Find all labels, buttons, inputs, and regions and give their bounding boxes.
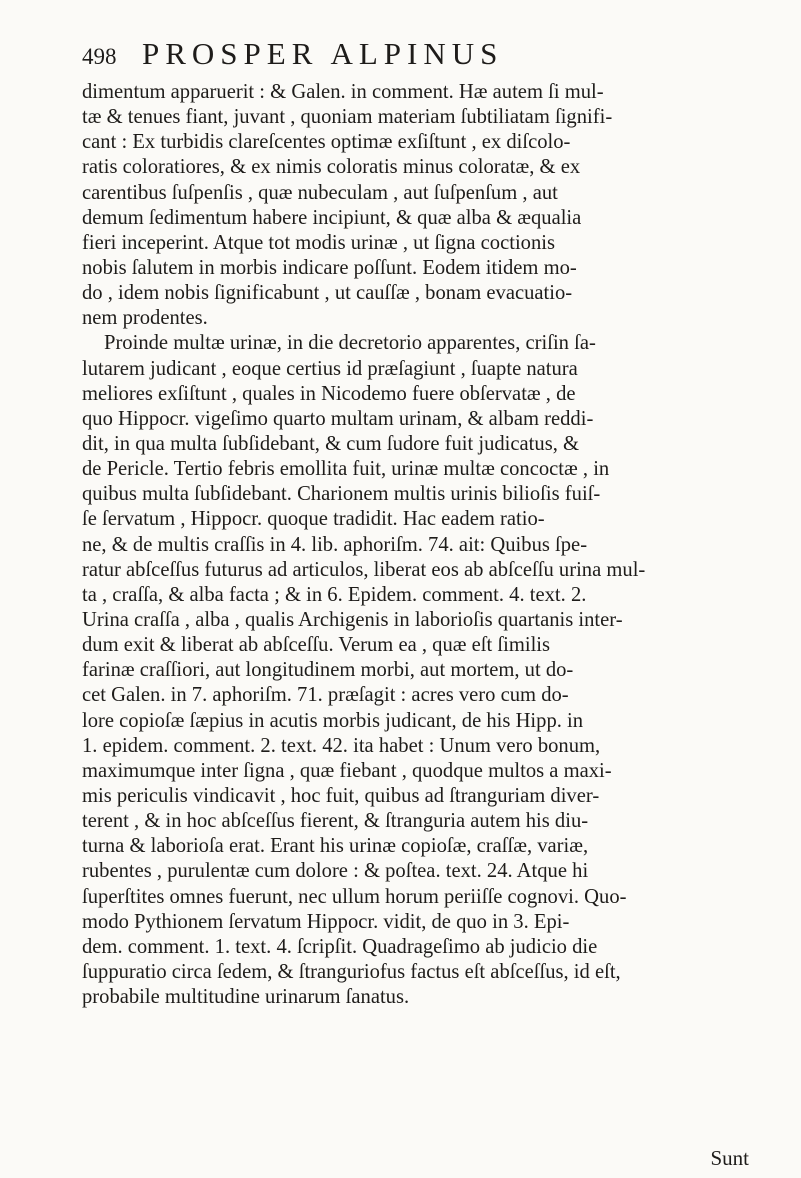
text-line: fieri inceperint. Atque tot modis urinæ , ut ſigna coctionis — [82, 231, 556, 254]
text-line: farinæ craſſiori, aut longitudinem morbi, aut mortem, ut do- — [82, 659, 574, 682]
text-line: 1. epidem. comment. 2. text. 42. ita habet : Unum vero bonum, — [82, 734, 601, 757]
text-line: modo Pythionem ſervatum Hippocr. vidit, de quo in 3. Epi- — [82, 910, 570, 933]
text-line: cant : Ex turbidis clareſcentes optimæ exſiſtunt , ex diſcolo- — [82, 131, 571, 154]
text-line: lutarem judicant , eoque certius id præſagiunt , ſuapte natura — [82, 357, 578, 380]
text-line: turna & laborioſa erat. Erant his urinæ copioſæ, craſſæ, variæ, — [82, 835, 589, 858]
text-line: Urina craſſa , alba , qualis Archigenis in laborioſis quartanis inter- — [82, 608, 623, 631]
text-line: ne, & de multis craſſis in 4. lib. aphoriſm. 74. ait: Quibus ſpe- — [82, 533, 588, 556]
text-line: lore copioſæ ſæpius in acutis morbis judicant, de his Hipp. in — [82, 709, 584, 732]
text-line: ſuperſtites omnes fuerunt, nec ullum horum periiſſe cognovi. Quo- — [82, 885, 627, 908]
text-line: mis periculis vindicavit , hoc fuit, quibus ad ſtranguriam diver- — [82, 784, 600, 807]
running-head: PROSPER ALPINUS — [142, 36, 504, 71]
text-line: terent , & in hoc abſceſſus fierent, & ſtranguria autem his diu- — [82, 810, 589, 833]
text-line: nobis ſalutem in morbis indicare poſſunt. Eodem itidem mo- — [82, 256, 577, 279]
text-body — [82, 80, 747, 1010]
text-line: tæ & tenues fiant, juvant , quoniam materiam ſubtiliatam ſignifi- — [82, 106, 613, 129]
text-line: dum exit & liberat ab abſceſſu. Verum ea , quæ eſt ſimilis — [82, 634, 551, 657]
text-line: maximumque inter ſigna , quæ fiebant , quodque multos a maxi- — [82, 759, 612, 782]
text-line: ratis coloratiores, & ex nimis coloratis minus coloratæ, & ex — [82, 156, 581, 179]
page-header — [82, 36, 742, 76]
text-line: cet Galen. in 7. aphoriſm. 71. præſagit : acres vero cum do- — [82, 684, 569, 707]
text-line: do , idem nobis ſignificabunt , ut cauſſæ , bonam evacuatio- — [82, 282, 573, 305]
text-line: quibus multa ſubſidebant. Charionem multis urinis bilioſis fuiſ- — [82, 483, 601, 506]
text-line: meliores exſiſtunt , quales in Nicodemo fuere obſervatæ , de — [82, 382, 576, 405]
text-line: ratur abſceſſus futurus ad articulos, liberat eos ab abſceſſu urina mul- — [82, 558, 646, 581]
catchword: Sunt — [710, 1146, 749, 1170]
page-number: 498 — [82, 44, 117, 69]
text-line: rubentes , purulentæ cum dolore : & poſtea. text. 24. Atque hi — [82, 860, 589, 883]
text-line: ta , craſſa, & alba facta ; & in 6. Epidem. comment. 4. text. 2. — [82, 583, 587, 606]
text-line: carentibus ſuſpenſis , quæ nubeculam , aut ſuſpenſum , aut — [82, 181, 558, 204]
text-line: quo Hippocr. vigeſimo quarto multam urinam, & albam reddi- — [82, 407, 594, 430]
text-line: dem. comment. 1. text. 4. ſcripſit. Quadrageſimo ab judicio die — [82, 935, 598, 958]
text-line: dit, in qua multa ſubſidebant, & cum ſudore fuit judicatus, & — [82, 432, 580, 455]
text-line: ſuppuratio circa ſedem, & ſtranguriofus factus eſt abſceſſus, id eſt, — [82, 960, 621, 983]
text-line: demum ſedimentum habere incipiunt, & quæ alba & æqualia — [82, 206, 582, 229]
text-line: Proinde multæ urinæ, in die decretorio apparentes, criſin ſa- — [104, 332, 596, 355]
text-line: ſe ſervatum , Hippocr. quoque tradidit. Hac eadem ratio- — [82, 508, 545, 531]
text-line: dimentum apparuerit : & Galen. in comment. Hæ autem ſi mul- — [82, 81, 604, 103]
text-line: de Pericle. Tertio febris emollita fuit, urinæ multæ concoctæ , in — [82, 458, 610, 481]
text-line: nem prodentes. — [82, 307, 208, 330]
text-line: probabile multitudine urinarum ſanatus. — [82, 986, 410, 1009]
